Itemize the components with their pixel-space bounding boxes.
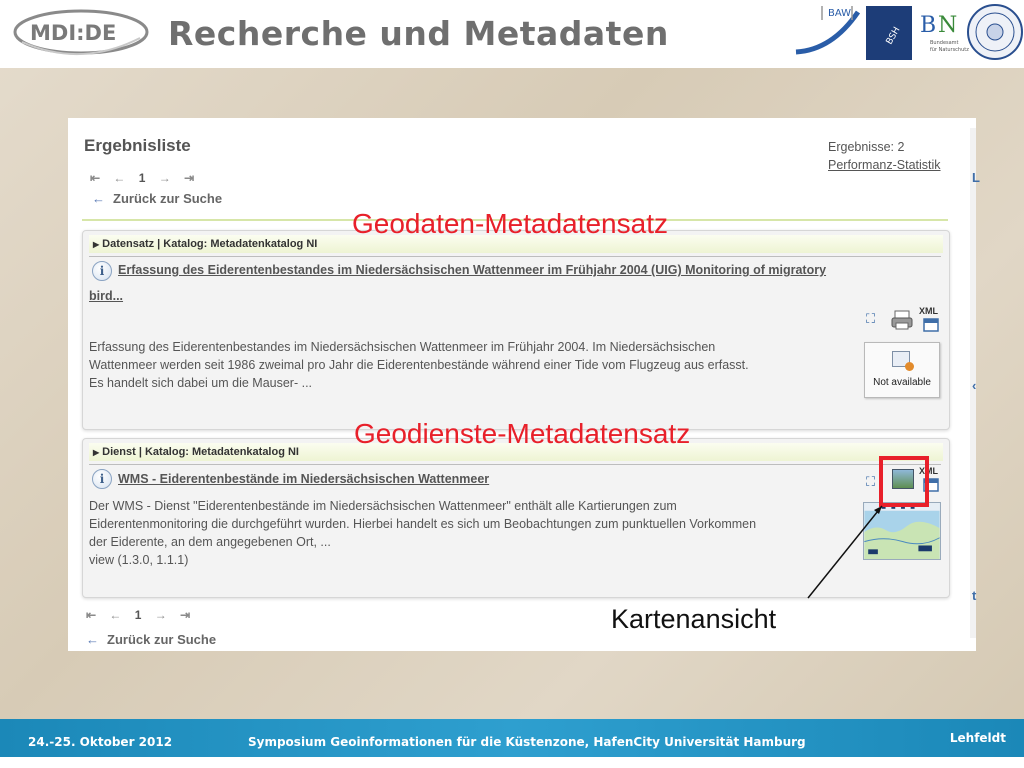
footer-event: Symposium Geoinformationen für die Küstenzone, HafenCity Universität Hamburg — [248, 735, 806, 749]
annotation-geodata: Geodaten-Metadatensatz — [352, 208, 668, 239]
svg-text:N: N — [938, 13, 958, 38]
footer-bottom-strip — [0, 757, 1024, 768]
university-seal — [968, 5, 1022, 59]
xml-file-icon[interactable] — [923, 318, 939, 332]
expand-triangle-icon: ▶ — [93, 240, 100, 249]
side-edge-mark-bottom: t — [972, 588, 977, 603]
service-title-link[interactable]: WMS - Eiderentenbestände im Niedersächsischen Wattenmeer — [118, 472, 490, 486]
xml-icon[interactable]: XML — [919, 466, 938, 476]
footer-date: 24.-25. Oktober 2012 — [28, 735, 173, 749]
result-card-header-label: Dienst | Katalog: Metadatenkatalog NI — [102, 446, 299, 458]
results-count: Ergebnisse: 2 — [828, 140, 905, 154]
next-page-icon[interactable]: → — [158, 171, 171, 185]
info-icon[interactable]: i — [92, 469, 112, 489]
back-to-search-link[interactable] — [92, 191, 222, 206]
expand-icon[interactable]: ⛶ — [866, 474, 876, 489]
card-rule — [89, 256, 941, 257]
footer-author: Lehfeldt — [949, 731, 1006, 745]
slide-footer — [0, 719, 1024, 757]
print-icon[interactable] — [891, 309, 913, 331]
slide-title: Recherche und Metadaten — [168, 14, 669, 53]
service-desc-line: view (1.3.0, 1.1.1) — [89, 553, 189, 567]
prev-page-icon[interactable]: ← — [113, 171, 126, 185]
svg-text:Bundesamt: Bundesamt — [930, 40, 959, 46]
svg-text:B: B — [920, 13, 937, 38]
svg-text:BAW: BAW — [828, 8, 852, 19]
dataset-desc-line: Wattenmeer werden seit 1986 zweimal pro Jahr die Eiderentenbestände während einer Tide vom Flugzeug aus erfasst. — [89, 358, 749, 372]
prev-page-icon[interactable]: ← — [109, 608, 122, 622]
back-to-search-link[interactable] — [86, 632, 216, 647]
results-title: Ergebnisliste — [84, 136, 191, 155]
side-edge-arrow: ‹ — [972, 378, 977, 393]
map-preview-thumbnail[interactable] — [863, 502, 941, 560]
back-to-search-label: Zurück zur Suche — [113, 191, 223, 206]
info-icon[interactable]: i — [92, 261, 112, 281]
baw-logo — [796, 6, 858, 52]
dataset-description — [89, 338, 749, 392]
back-to-search-label: Zurück zur Suche — [107, 632, 217, 647]
last-page-icon[interactable]: ⇥ — [184, 171, 195, 185]
service-description — [89, 497, 756, 569]
xml-icon[interactable]: XML — [919, 306, 938, 316]
pager-bottom — [86, 608, 200, 622]
dataset-title-link[interactable]: Erfassung des Eiderentenbestandes im Niedersächsischen Wattenmeer im Frühjahr 2004 (UIG) Monitoring of migratory — [118, 263, 827, 277]
dataset-title-link-cont[interactable]: bird... — [89, 289, 124, 303]
side-edge-mark: L — [972, 170, 980, 185]
page-number[interactable]: 1 — [134, 608, 142, 622]
first-page-icon[interactable]: ⇤ — [86, 608, 97, 622]
back-arrow-icon: ← — [92, 191, 105, 206]
partner-logos — [792, 2, 1024, 64]
pager-top — [90, 171, 204, 185]
page-number[interactable]: 1 — [138, 171, 146, 185]
service-desc-line: der Eiderente, an dem angegebenen Ort, ... — [89, 535, 331, 549]
expand-icon[interactable]: ⛶ — [866, 311, 876, 326]
dataset-desc-line: Es handelt sich dabei um die Mauser- ... — [89, 376, 313, 390]
annotation-mapview: Kartenansicht — [611, 604, 777, 634]
result-card-dataset — [82, 230, 950, 430]
preview-thumbnail[interactable] — [864, 342, 940, 398]
slide-header — [0, 0, 1024, 68]
service-desc-line: Eiderentenmonitoring die durchgeführt wurden. Hierbei handelt es sich um Beobachtungen zum punktuellen Vorkommen — [89, 517, 757, 531]
dataset-desc-line: Erfassung des Eiderentenbestandes im Niedersächsischen Wattenmeer im Frühjahr 2004. Im Niedersächsischen — [89, 340, 716, 354]
back-arrow-icon: ← — [86, 632, 99, 647]
expand-triangle-icon: ▶ — [93, 448, 100, 457]
not-available-label: Not available — [873, 377, 931, 388]
next-page-icon[interactable]: → — [154, 608, 167, 622]
performance-stats-link[interactable]: Performanz-Statistik — [828, 158, 941, 172]
map-view-highlight-box — [879, 456, 929, 507]
svg-text:BSH: BSH — [884, 25, 903, 47]
bfn-logo — [920, 13, 969, 53]
card-rule — [89, 464, 941, 465]
mdi-de-logo-text: MDI:DE — [30, 21, 117, 45]
service-desc-line: Der WMS - Dienst "Eiderentenbestände im Niedersächsischen Wattenmeer" enthält alle Kartierungen zum — [89, 499, 677, 513]
mdi-de-logo — [12, 8, 150, 56]
svg-text:für Naturschutz: für Naturschutz — [930, 47, 969, 53]
last-page-icon[interactable]: ⇥ — [180, 608, 191, 622]
not-available-icon — [892, 351, 910, 367]
result-card-header-label: Datensatz | Katalog: Metadatenkatalog NI — [102, 238, 318, 250]
annotation-geoservice: Geodienste-Metadatensatz — [354, 418, 691, 449]
first-page-icon[interactable]: ⇤ — [90, 171, 101, 185]
